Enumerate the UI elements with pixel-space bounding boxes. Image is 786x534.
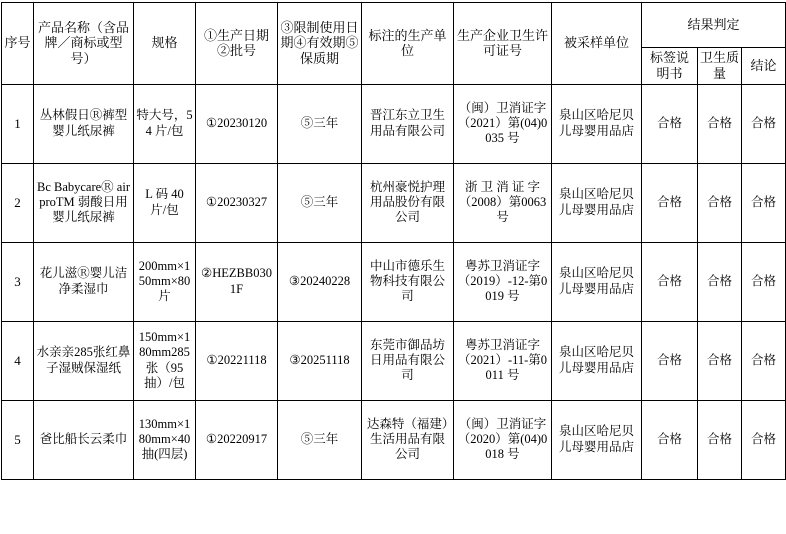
- cell-label-desc: 合格: [642, 84, 698, 163]
- header-date-batch: ①生产日期②批号: [196, 3, 278, 85]
- cell-hygiene-quality: 合格: [698, 242, 742, 321]
- cell-label-desc: 合格: [642, 242, 698, 321]
- cell-index: 3: [2, 242, 34, 321]
- cell-limit-use: ③20251118: [278, 321, 362, 400]
- cell-product-name: 水亲亲285张红鼻子湿贼保湿纸: [34, 321, 134, 400]
- cell-index: 1: [2, 84, 34, 163]
- cell-date-batch: ①20230120: [196, 84, 278, 163]
- cell-spec: 130mm×180mm×40抽(四层): [134, 400, 196, 479]
- cell-conclusion: 合格: [742, 321, 786, 400]
- cell-date-batch: ①20230327: [196, 163, 278, 242]
- cell-sampled-unit: 泉山区哈尼贝儿母婴用品店: [552, 84, 642, 163]
- cell-product-name: 丛林假日Ⓡ裤型婴儿纸尿裤: [34, 84, 134, 163]
- cell-sampled-unit: 泉山区哈尼贝儿母婴用品店: [552, 321, 642, 400]
- header-result-group: 结果判定: [642, 3, 786, 48]
- header-labeled-maker: 标注的生产单位: [362, 3, 454, 85]
- cell-index: 4: [2, 321, 34, 400]
- cell-product-name: 爸比船长云柔巾: [34, 400, 134, 479]
- header-conclusion: 结论: [742, 48, 786, 85]
- cell-spec: 150mm×180mm285 张（95 抽）/包: [134, 321, 196, 400]
- header-hygiene-quality: 卫生质量: [698, 48, 742, 85]
- cell-hygiene-quality: 合格: [698, 163, 742, 242]
- cell-license: （闽）卫消证字（2021）第(04)0035 号: [454, 84, 552, 163]
- table-row: [2, 242, 786, 321]
- cell-spec: L 码 40 片/包: [134, 163, 196, 242]
- header-spec: 规格: [134, 3, 196, 85]
- table-row: [2, 400, 786, 479]
- cell-label-desc: 合格: [642, 321, 698, 400]
- cell-index: 5: [2, 400, 34, 479]
- cell-label-desc: 合格: [642, 163, 698, 242]
- cell-hygiene-quality: 合格: [698, 84, 742, 163]
- cell-labeled-maker: 达森特（福建）生活用品有限公司: [362, 400, 454, 479]
- cell-conclusion: 合格: [742, 242, 786, 321]
- cell-license: 浙 卫 消 证 字（2008）第0063号: [454, 163, 552, 242]
- cell-sampled-unit: 泉山区哈尼贝儿母婴用品店: [552, 242, 642, 321]
- table-header: [2, 3, 786, 85]
- inspection-result-sheet: [0, 2, 777, 534]
- cell-sampled-unit: 泉山区哈尼贝儿母婴用品店: [552, 163, 642, 242]
- cell-labeled-maker: 中山市德乐生物科技有限公司: [362, 242, 454, 321]
- table-row: [2, 84, 786, 163]
- cell-conclusion: 合格: [742, 84, 786, 163]
- cell-sampled-unit: 泉山区哈尼贝儿母婴用品店: [552, 400, 642, 479]
- cell-date-batch: ②HEZBB0301F: [196, 242, 278, 321]
- cell-date-batch: ①20220917: [196, 400, 278, 479]
- cell-conclusion: 合格: [742, 163, 786, 242]
- cell-spec: 特大号，54 片/包: [134, 84, 196, 163]
- header-limit-use: ③限制使用日期④有效期⑤保质期: [278, 3, 362, 85]
- header-label-desc: 标签说明书: [642, 48, 698, 85]
- header-index: 序号: [2, 3, 34, 85]
- cell-license: 粤苏卫消证字（2019）-12-第0019 号: [454, 242, 552, 321]
- cell-limit-use: ③20240228: [278, 242, 362, 321]
- header-row-1: [2, 3, 786, 48]
- header-license: 生产企业卫生许可证号: [454, 3, 552, 85]
- cell-product-name: Bc BabycareⓇ air proTM 弱酸日用婴儿纸尿裤: [34, 163, 134, 242]
- cell-limit-use: ⑤三年: [278, 163, 362, 242]
- cell-spec: 200mm×150mm×80 片: [134, 242, 196, 321]
- cell-limit-use: ⑤三年: [278, 84, 362, 163]
- cell-index: 2: [2, 163, 34, 242]
- table-row: [2, 163, 786, 242]
- cell-conclusion: 合格: [742, 400, 786, 479]
- cell-product-name: 花儿滋Ⓡ婴儿洁净柔湿巾: [34, 242, 134, 321]
- cell-label-desc: 合格: [642, 400, 698, 479]
- inspection-results-table: [1, 2, 786, 480]
- header-product-name: 产品名称（含品牌／商标或型号）: [34, 3, 134, 85]
- cell-license: 粤苏卫消证字（2021）-11-第0011 号: [454, 321, 552, 400]
- cell-labeled-maker: 晋江东立卫生用品有限公司: [362, 84, 454, 163]
- cell-labeled-maker: 东莞市御品坊日用品有限公司: [362, 321, 454, 400]
- table-body: [2, 84, 786, 479]
- cell-license: （闽）卫消证字（2020）第(04)0018 号: [454, 400, 552, 479]
- table-row: [2, 321, 786, 400]
- cell-date-batch: ①20221118: [196, 321, 278, 400]
- cell-labeled-maker: 杭州豪悦护理用品股份有限公司: [362, 163, 454, 242]
- cell-hygiene-quality: 合格: [698, 400, 742, 479]
- cell-limit-use: ⑤三年: [278, 400, 362, 479]
- cell-hygiene-quality: 合格: [698, 321, 742, 400]
- header-sampled-unit: 被采样单位: [552, 3, 642, 85]
